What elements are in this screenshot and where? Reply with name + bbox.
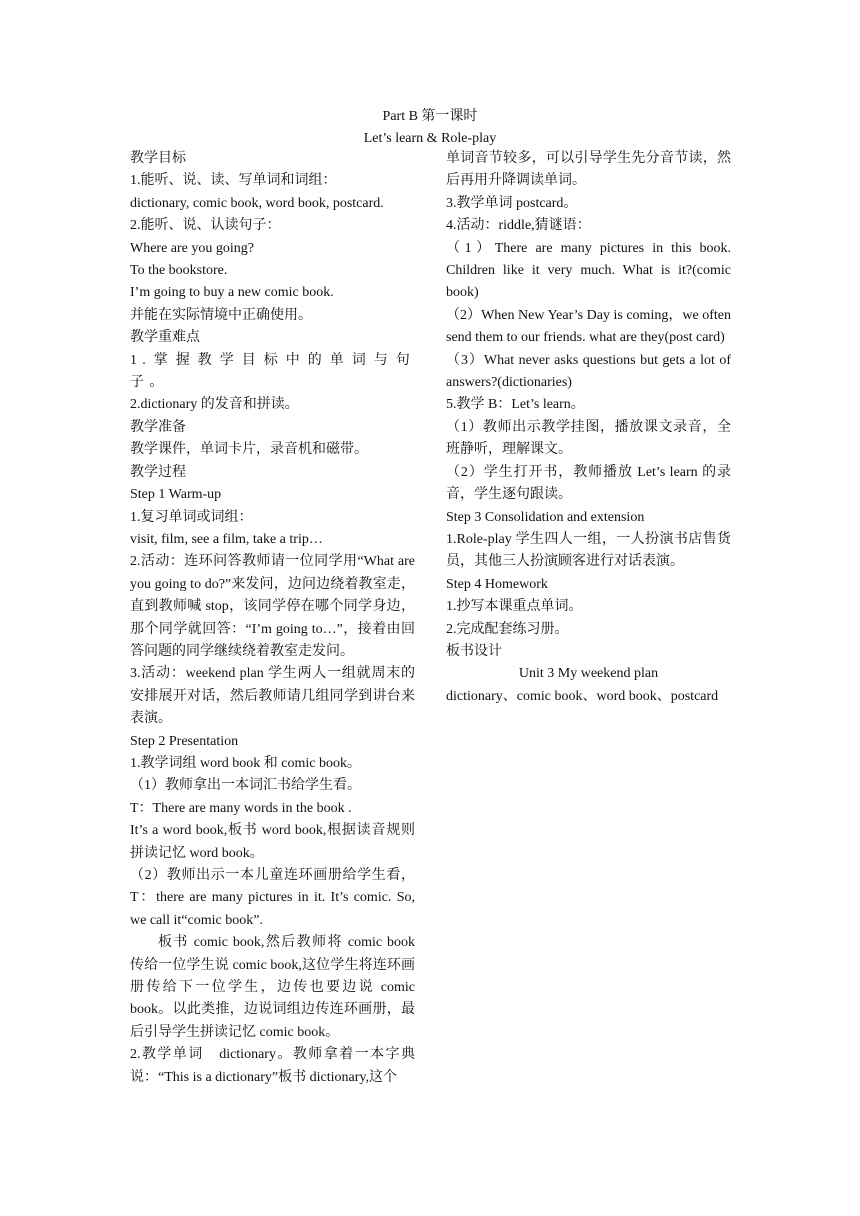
paragraph: 1.教学词组 word book 和 comic book。	[130, 755, 361, 771]
step-heading: Step 3 Consolidation and extension	[446, 509, 645, 525]
paragraph: 4.活动：riddle,猜谜语：	[446, 218, 591, 234]
paragraph: 并能在实际情境中正确使用。	[130, 307, 312, 323]
paragraph: 板书 comic book,然后教师将 comic book 传给一位学生说 comic book,这位学生将连环画册传给下一位学生，边传也要边说 comic book。以此类推，边说词组边传连环画册，最后引导学生拼读记忆 comic book。	[130, 935, 415, 1040]
paragraph: 单词音节较多，可以引导学生先分音节读，然后再用升降调读单词。	[446, 151, 731, 189]
section-heading-board-design: 板书设计	[446, 643, 502, 659]
lesson-title: Part B 第一课时	[382, 109, 478, 124]
paragraph: dictionary, comic book, word book, postcard.	[130, 195, 384, 211]
paragraph: To the bookstore.	[130, 263, 228, 279]
board-word-list: dictionary、comic book、word book、postcard	[446, 688, 719, 704]
lesson-subtitle: Let’s learn & Role-play	[363, 131, 497, 146]
paragraph: 2.完成配套练习册。	[446, 621, 569, 637]
paragraph: 5.教学 B：Let’s learn。	[446, 397, 585, 413]
paragraph: 1.能听、说、读、写单词和词组：	[130, 173, 337, 189]
paragraph: T：There are many words in the book .	[130, 800, 352, 816]
section-heading-goals: 教学目标	[130, 151, 186, 166]
paragraph: 教学课件，单词卡片，录音机和磁带。	[130, 442, 368, 458]
paragraph: （2）学生打开书，教师播放 Let’s learn 的录音，学生逐句跟读。	[446, 464, 731, 503]
section-heading-key-points: 教学重难点	[130, 330, 200, 346]
paragraph: （1）There are many pictures in this book. Children like it very much. What is it?(comic book)	[446, 240, 731, 301]
paragraph: 3.教学单词 postcard。	[446, 195, 578, 211]
paragraph: 2.dictionary 的发音和拼读。	[130, 397, 299, 413]
left-column	[130, 148, 415, 1089]
paragraph: （1）教师拿出一本词汇书给学生看。	[130, 778, 361, 794]
paragraph: 2.能听、说、认读句子：	[130, 218, 281, 234]
paragraph: （1）教师出示教学挂图，播放课文录音，全班静听，理解课文。	[446, 419, 731, 458]
paragraph: 1.复习单词或词组：	[130, 509, 253, 525]
paragraph: 2.活动：连环问答教师请一位同学用“What are you going to do?”来发问，边问边绕着教室走，直到教师喊 stop，该同学停在哪个同学身边，那个同学就回答：“I’m going to…”，接着由回答问题的同学继续绕着教室走发问。	[130, 554, 415, 659]
paragraph: （2）When New Year’s Day is coming，we often send them to our friends. what are they(post card)	[446, 307, 731, 346]
paragraph: （2）教师出示一本儿童连环画册给学生看，T：there are many pictures in it. It’s comic. So, we call it“comic book”.	[130, 868, 415, 928]
paragraph: It’s a word book,板书 word book,根据读音规则拼读记忆 word book。	[130, 823, 415, 861]
paragraph: 2.教学单词 dictionary。教师拿着一本字典说：“This is a dictionary”板书 dictionary,这个	[130, 1047, 415, 1085]
step-heading: Step 1 Warm-up	[130, 487, 222, 503]
paragraph: 1.Role-play 学生四人一组，一人扮演书店售货员，其他三人扮演顾客进行对话表演。	[446, 531, 731, 570]
section-heading-process: 教学过程	[130, 464, 186, 480]
step-heading: Step 2 Presentation	[130, 733, 239, 749]
paragraph: 3.活动：weekend plan 学生两人一组就周末的安排展开对话，然后教师请几组同学到讲台来表演。	[130, 666, 415, 727]
paragraph: I’m going to buy a new comic book.	[130, 285, 334, 301]
paragraph: Where are you going?	[130, 240, 254, 256]
step-heading: Step 4 Homework	[446, 576, 548, 592]
paragraph: visit, film, see a film, take a trip…	[130, 531, 323, 547]
paragraph: 1.掌握教学目标中的单词与句子。	[130, 352, 415, 391]
paragraph: （3）What never asks questions but gets a lot of answers?(dictionaries)	[446, 352, 731, 391]
board-unit-title: Unit 3 My weekend plan	[518, 666, 659, 682]
right-column	[446, 148, 731, 708]
paragraph: 1.抄写本课重点单词。	[446, 599, 583, 615]
section-heading-preparation: 教学准备	[130, 419, 186, 435]
